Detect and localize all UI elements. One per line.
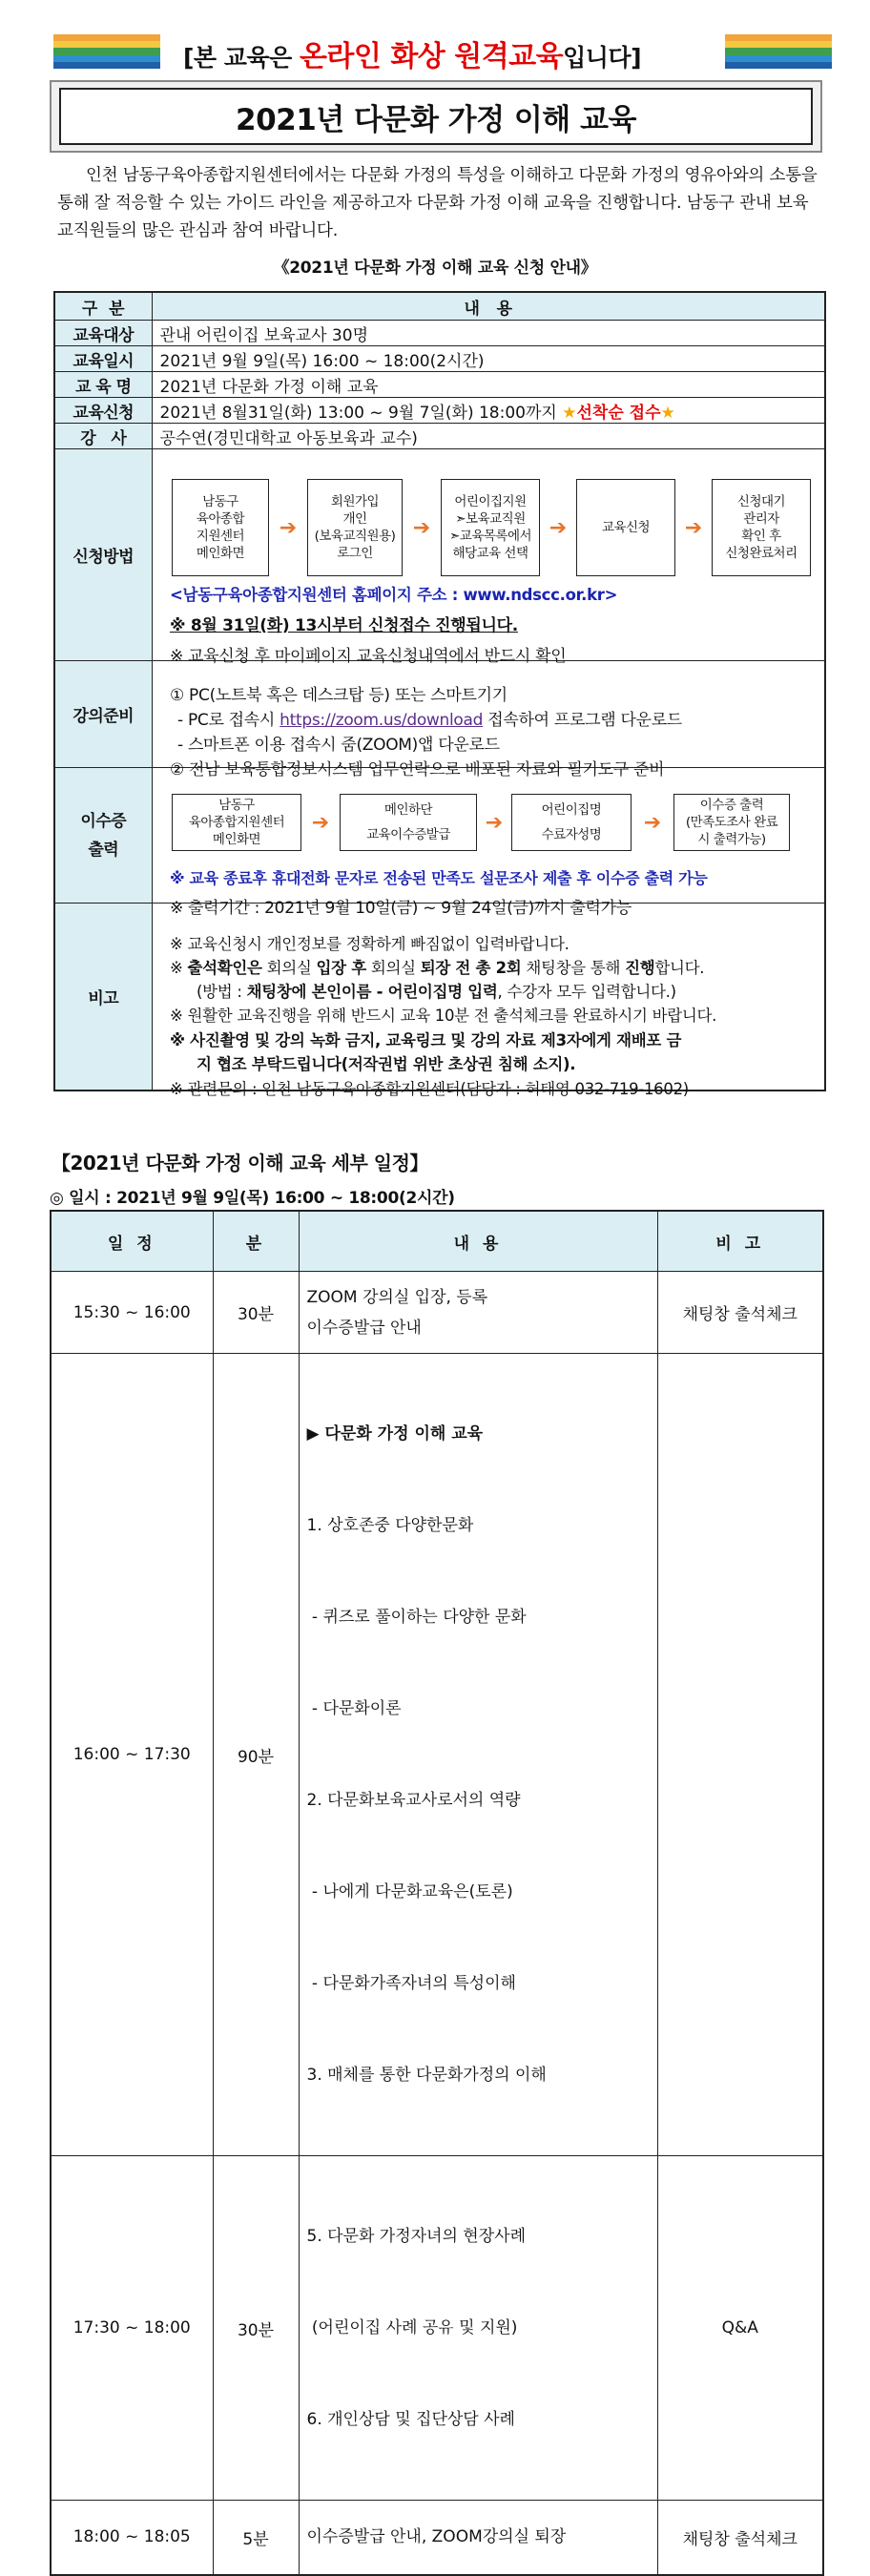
row-note: 채팅창 출석체크 [657, 1272, 823, 1354]
remark-3 [197, 979, 676, 1002]
content-line: 3. 매체를 통한 다문화가정의 이해 [306, 2066, 547, 2085]
table-row [51, 2501, 823, 2575]
banner-post: 입니다] [563, 44, 642, 72]
name-label: 교 육 명 [54, 372, 152, 398]
guide-title: 《2021년 다문화 가정 이해 교육 신청 안내》 [273, 259, 597, 278]
cert-step: 메인하단 교육이수증발급 [340, 794, 477, 851]
row-min: 5분 [213, 2501, 299, 2575]
flow-step: 남동구 육아종합 지원센터 메인화면 [172, 479, 269, 576]
arrow-right-icon: ➔ [684, 515, 703, 540]
remark-2-f: 퇴장 전 총 2회 [420, 959, 522, 977]
row-date [54, 346, 825, 372]
cert-step: 남동구 육아종합지원센터 메인화면 [172, 794, 301, 851]
remark-1: ※ 교육신청시 개인정보를 정확하게 빠짐없이 입력바랍니다. [170, 935, 570, 953]
remark-2-h: 진행 [625, 959, 655, 977]
row-time: 18:00 ~ 18:05 [51, 2501, 213, 2575]
date-label: 교육일시 [54, 346, 152, 372]
content-line: 이수증발급 안내, ZOOM강의실 퇴장 [306, 2527, 567, 2547]
content-line: - 다문화가족자녀의 특성이해 [306, 1974, 516, 1993]
apply-label: 교육신청 [54, 398, 152, 424]
info-header-content: 내 용 [152, 292, 825, 321]
info-header-row [54, 292, 825, 321]
flow-step: 어린이집지원 ➣보육교직원 ➣교육목록에서 해당교육 선택 [441, 479, 540, 576]
row-min: 30분 [213, 2156, 299, 2501]
cert-step: 이수증 출력 (만족도조사 완료 시 출력가능) [673, 794, 790, 851]
prep-line4: ② 전남 보육통합정보시스템 업무연락으로 배포된 자료와 필기도구 준비 [170, 760, 665, 779]
cert-flow [172, 794, 790, 851]
row-content [299, 1354, 657, 2156]
prep-line1: ① PC(노트북 혹은 데스크탑 등) 또는 스마트기기 [170, 686, 508, 705]
title-box [50, 80, 822, 153]
online-banner [183, 32, 689, 71]
row-min: 90분 [213, 1354, 299, 2156]
schedule-subheading: ◎ 일시 : 2021년 9월 9일(목) 16:00 ~ 18:00(2시간) [50, 1189, 455, 1208]
remark-3-a: (방법 : [197, 983, 247, 1001]
content-line: 5. 다문화 가정자녀의 현장사례 [306, 2227, 526, 2246]
remark-2-a: ※ [170, 959, 188, 977]
arrow-right-icon: ➔ [311, 810, 330, 835]
lecturer-value: 공수연(경민대학교 아동보육과 교수) [152, 424, 825, 449]
row-time: 17:30 ~ 18:00 [51, 2156, 213, 2501]
content-line: 1. 상호존중 다양한문화 [306, 1516, 474, 1535]
apply-value: 2021년 8월31일(화) 13:00 ~ 9월 7일(화) 18:00까지 [159, 403, 557, 423]
star-icon: ★ [562, 403, 577, 423]
remark-4: ※ 원활한 교육진행을 위해 반드시 교육 10분 전 출석체크를 완료하시기 바랍니다. [170, 1007, 717, 1025]
cert-note2: ※ 출력기간 : 2021년 9월 10일(금) ~ 9월 24일(금)까지 출력가능 [170, 899, 632, 918]
prep-line2-b: 접속하여 프로그램 다운로드 [483, 711, 682, 730]
schedule-table [50, 1210, 824, 2576]
content-line: ZOOM 강의실 입장, 등록 [306, 1287, 488, 1307]
cert-note1: ※ 교육 종료후 휴대전화 문자로 전송된 만족도 설문조사 제출 후 이수증 출력 가능 [170, 869, 708, 887]
col-time: 일 정 [51, 1211, 213, 1272]
intro-text: 인천 남동구육아종합지원센터에서는 다문화 가정의 특성을 이해하고 다문화 가정의 영유아와의 소통을 통해 잘 적응할 수 있는 가이드 라인을 제공하고자 다문화 가정 이해 교육을 진행합니다. 남동구 관내 보육교직원들의 많은 관심과 참여 바랍니다. [57, 166, 818, 240]
remark-2 [170, 955, 704, 978]
star-icon: ★ [660, 403, 675, 423]
remark-2-b: 출석확인은 [187, 959, 262, 977]
prep-line3: - 스마트폰 이용 접속시 줌(ZOOM)앱 다운로드 [177, 736, 500, 755]
remark-2-e: 회의실 [365, 959, 421, 977]
target-value: 관내 어린이집 보육교사 30명 [152, 321, 825, 346]
arrow-right-icon: ➔ [279, 515, 298, 540]
flow-step: 신청대기 관리자 확인 후 신청완료처리 [712, 479, 811, 576]
homepage-line: <남동구육아종합지원센터 홈페이지 주소 : www.ndscc.or.kr> [170, 586, 618, 604]
arrow-right-icon: ➔ [412, 515, 431, 540]
row-apply [54, 398, 825, 424]
table-row [51, 1354, 823, 2156]
target-label: 교육대상 [54, 321, 152, 346]
flow-step: 회원가입 개인 (보육교직원용) 로그인 [307, 479, 403, 576]
apply-cell [152, 398, 825, 424]
table-row [51, 1272, 823, 1354]
banner-highlight: 온라인 화상 원격교육 [299, 40, 564, 73]
row-note: Q&A [657, 2156, 823, 2501]
remark-2-g: 채팅창을 통해 [521, 959, 626, 977]
cert-label: 이수증 출력 [54, 768, 152, 904]
col-min: 분 [213, 1211, 299, 1272]
info-header-label: 구 분 [54, 292, 152, 321]
row-target [54, 321, 825, 346]
right-color-stripe [725, 34, 832, 69]
row-content [299, 2501, 657, 2575]
prep-line2-a: - PC로 접속시 [177, 711, 280, 730]
content-line: 이수증발급 안내 [306, 1318, 422, 1338]
row-time: 16:00 ~ 17:30 [51, 1354, 213, 2156]
lecturer-label: 강 사 [54, 424, 152, 449]
row-name [54, 372, 825, 398]
remarks-label: 비고 [54, 904, 152, 1091]
arrow-right-icon: ➔ [643, 810, 662, 835]
date-value: 2021년 9월 9일(목) 16:00 ~ 18:00(2시간) [152, 346, 825, 372]
content-line: - 나에게 다문화교육은(토론) [306, 1882, 513, 1901]
page-title: 2021년 다문화 가정 이해 교육 [59, 88, 813, 145]
arrow-right-icon: ➔ [549, 515, 568, 540]
table-row [51, 2156, 823, 2501]
remark-2-i: 합니다. [654, 959, 705, 977]
remark-2-d: 입장 후 [316, 959, 366, 977]
schedule-heading: 【2021년 다문화 가정 이해 교육 세부 일정】 [52, 1152, 428, 1174]
row-note [657, 1354, 823, 2156]
row-note: 채팅창 출석체크 [657, 2501, 823, 2575]
arrow-right-icon: ➔ [485, 810, 504, 835]
content-line: - 퀴즈로 풀이하는 다양한 문화 [306, 1608, 527, 1627]
prep-label: 강의준비 [54, 661, 152, 768]
method-note1: ※ 8월 31일(화) 13시부터 신청접수 진행됩니다. [170, 616, 518, 635]
remark-2-c: 회의실 [261, 959, 317, 977]
method-note2: ※ 교육신청 후 마이페이지 교육신청내역에서 반드시 확인 [170, 647, 567, 666]
row-content [299, 1272, 657, 1354]
row-lecturer [54, 424, 825, 449]
banner-pre: [본 교육은 [183, 44, 300, 72]
flow-step: 교육신청 [576, 479, 675, 576]
zoom-download-link[interactable]: https://zoom.us/download [280, 711, 484, 730]
content-line: 2. 다문화보육교사로서의 역량 [306, 1791, 521, 1810]
row-min: 30분 [213, 1272, 299, 1354]
col-note: 비 고 [657, 1211, 823, 1272]
content-line: ▶ 다문화 가정 이해 교육 [306, 1424, 484, 1444]
content-line: - 다문화이론 [306, 1699, 402, 1718]
remark-5: ※ 사진촬영 및 강의 녹화 금지, 교육링크 및 강의 자료 제3자에게 재배포 금 [170, 1031, 682, 1049]
remark-6: 지 협조 부탁드립니다(저작권법 위반 초상권 침해 소지). [197, 1055, 576, 1073]
name-value: 2021년 다문화 가정 이해 교육 [152, 372, 825, 398]
row-content [299, 2156, 657, 2501]
remark-3-c: , 수강자 모두 입력합니다.) [497, 983, 676, 1001]
method-label: 신청방법 [54, 449, 152, 661]
cert-step: 어린이집명 수료자성명 [511, 794, 632, 851]
left-color-stripe [53, 34, 160, 69]
remark-7: ※ 관련문의 : 인천 남동구육아종합지원센터(담당자 : 허태영 032-719-1602) [170, 1080, 689, 1098]
row-time: 15:30 ~ 16:00 [51, 1272, 213, 1354]
prep-line2 [177, 706, 682, 730]
col-content: 내 용 [299, 1211, 657, 1272]
apply-highlight: 선착순 접수 [576, 403, 661, 423]
apply-flow [172, 479, 811, 576]
remark-3-b: 채팅창에 본인이름 - 어린이집명 입력 [246, 983, 498, 1001]
schedule-header-row [51, 1211, 823, 1272]
content-line: 6. 개인상담 및 집단상담 사례 [306, 2410, 515, 2429]
content-line: (어린이집 사례 공유 및 지원) [306, 2318, 518, 2337]
